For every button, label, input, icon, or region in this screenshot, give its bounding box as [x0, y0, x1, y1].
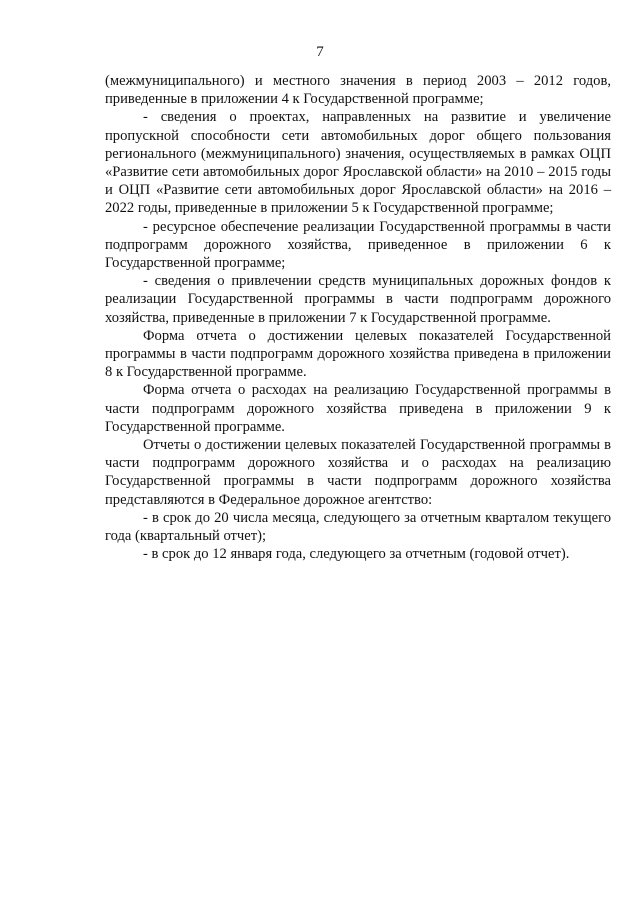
paragraph-annual-deadline: - в срок до 12 января года, следующего за отчетным (годовой отчет). — [143, 546, 570, 563]
paragraph-reports-submission: Отчеты о достижении целевых показателей Государственной программы в части подпрограмм дорожного хозяйства и о расходах на реализацию Государственной программы в части подпрограмм дорожного хозяйства представляются в Федеральное дорожное агентство: — [105, 437, 611, 508]
paragraph-quarterly-deadline: - в срок до 20 числа месяца, следующего за отчетным кварталом текущего года (квартальный отчет); — [105, 509, 611, 545]
paragraph-projects-info: - сведения о проектах, направленных на развитие и увеличение пропускной способности сети автомобильных дорог общего пользования регионального (межмуниципального) значения, осуществляемых в рамках ОЦП «Развитие сети автомобильных дорог Ярославской области» на 2010 – 2015 годы и ОЦП «Развитие сети автомобильных дорог Ярославской области» на 2016 – 2022 годы, приведенные в приложении 5 к Государственной программе; — [105, 109, 611, 217]
paragraph-continuation: (межмуниципального) и местного значения в период 2003 – 2012 годов, приведенные в приложении 4 к Государственной программе; — [105, 73, 611, 108]
paragraph-resource-support: - ресурсное обеспечение реализации Государственной программы в части подпрограмм дорожного хозяйства, приведенное в приложении 6 к Государственной программе; — [105, 218, 611, 272]
paragraph-expenses-report-form: Форма отчета о расходах на реализацию Государственной программы в части подпрограмм дорожного хозяйства приведена в приложении 9 к Государственной программе. — [105, 382, 611, 435]
paragraph-targets-report-form: Форма отчета о достижении целевых показателей Государственной программы в части подпрограмм дорожного хозяйства приведена в приложении 8 к Государственной программе. — [105, 327, 611, 381]
page-number: 7 — [316, 44, 324, 60]
document-body — [105, 72, 611, 563]
paragraph-municipal-funds: - сведения о привлечении средств муниципальных дорожных фондов к реализации Государственной программы в части подпрограмм дорожного хозяйства, приведенные в приложении 7 к Государственной программе. — [105, 273, 611, 326]
